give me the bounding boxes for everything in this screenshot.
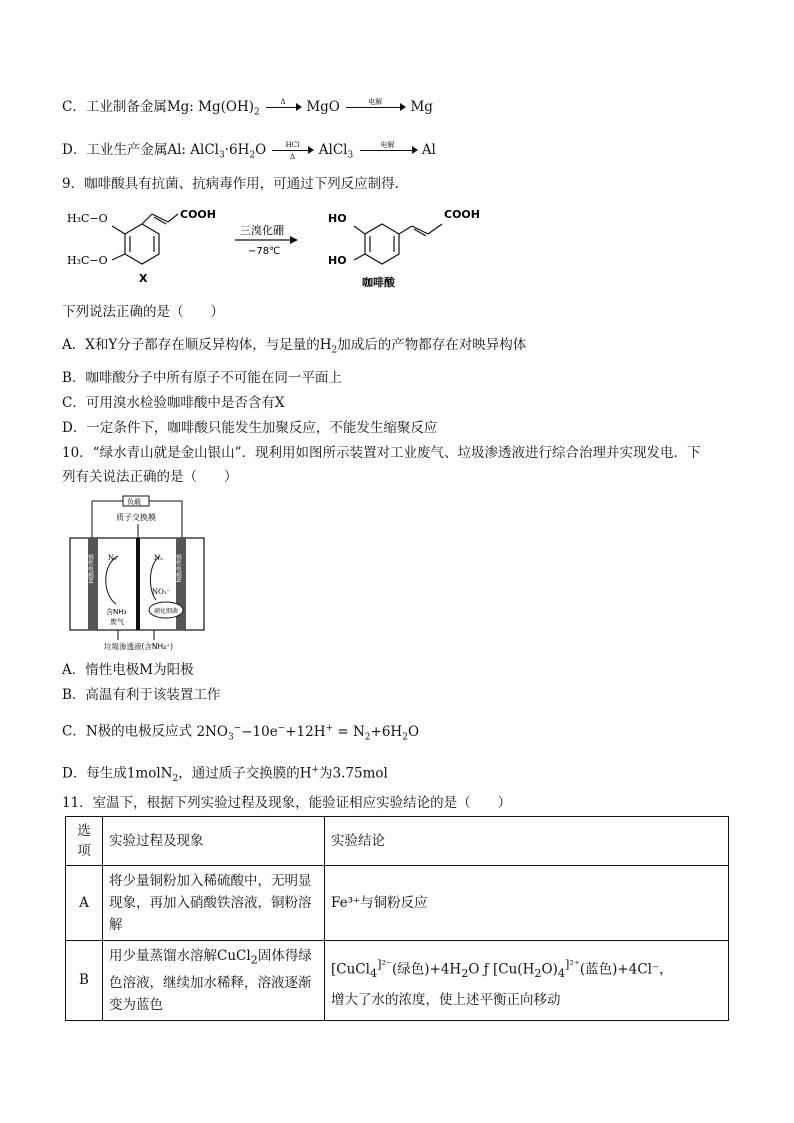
x-label: X xyxy=(139,272,148,285)
x-cooh: COOH xyxy=(180,208,216,221)
load-label: 负载 xyxy=(127,498,141,506)
row-a-option: A xyxy=(66,866,103,941)
row-b-conclusion: [CuCl$_4^{]^{2-}}$(绿色)$+4H_2O$ ƒ [$Cu(H_2O)_4^{]^{2+}}$(蓝色)+4Cl⁻， 增大了水的浓度，使上述平衡正向移动 xyxy=(325,941,729,1021)
c8-arrow-2: 电解 xyxy=(346,107,404,108)
d8-formula-2: AlCl$_3$ xyxy=(318,142,354,161)
product-hydroxyl-bottom: HO xyxy=(328,254,347,267)
membrane-label: 质子交换膜 xyxy=(116,513,156,522)
q10-option-c: C．N极的电极反应式 $2NO_3^--10e^-+12H^+ = N_2+6H_2O$ xyxy=(62,723,420,743)
c8-formula-1: $Mg(OH)_2$ xyxy=(198,99,260,118)
q10-stem-line-1: 10．“绿水青山就是金山银山”．现利用如图所示装置对工业废气、垃圾渗透液进行综合治理并实现发电．下 xyxy=(62,445,701,461)
proton-exchange-membrane xyxy=(136,538,140,630)
row-a-procedure: 将少量铜粉加入稀硫酸中，无明显现象，再加入硝酸铁溶液，铜粉溶解 xyxy=(103,866,325,941)
c8-formula-3: Mg xyxy=(410,99,433,115)
x-methoxy-bottom: H₃C−O xyxy=(67,254,108,267)
d8-formula-3: Al xyxy=(421,142,436,158)
nitrate-label: NO₃⁻ xyxy=(152,588,171,596)
c8-arrow-1: Δ xyxy=(266,107,300,108)
temperature-label: −78℃ xyxy=(248,246,281,257)
q9-option-b: B．咖啡酸分子中所有原子不可能在同一平面上 xyxy=(62,370,342,386)
table-row xyxy=(66,941,729,1021)
q8-option-d xyxy=(62,140,436,166)
c8-label: C．工业制备金属Mg: xyxy=(62,99,194,115)
c8-formula-2: MgO xyxy=(306,99,340,115)
table-header-row xyxy=(66,817,729,866)
q9-question: 下列说法正确的是（ ） xyxy=(62,304,224,320)
electrode-m xyxy=(88,538,98,630)
x-methoxy-top: H₃C−O xyxy=(67,212,108,225)
n2-left: N₂ xyxy=(108,554,117,562)
row-a-conclusion: Fe³⁺与铜粉反应 xyxy=(325,866,729,941)
d8-arrow-2: 电解 xyxy=(360,150,416,151)
q9-reaction-scheme xyxy=(62,202,522,290)
q10-option-b: B．高温有利于该装置工作 xyxy=(62,687,221,703)
header-option: 选项 xyxy=(66,817,103,866)
electrode-m-label: 惰性电极M xyxy=(86,554,94,584)
table-row xyxy=(66,866,729,941)
row-b-option: B xyxy=(66,941,103,1021)
row-b-procedure: 用少量蒸馏水溶解CuCl$_2$固体得绿色溶液，继续加水稀释，溶液逐渐变为蓝色 xyxy=(103,941,325,1021)
q11-table xyxy=(65,816,729,1021)
q9-option-d: D．一定条件下，咖啡酸只能发生加聚反应，不能发生缩聚反应 xyxy=(62,420,438,436)
waste-gas-label: 废气 xyxy=(110,618,124,626)
d8-arrow-1: HCl Δ xyxy=(272,150,312,151)
q10-option-d: D．每生成1molN$_2$，通过质子交换膜的H+为3.75mol xyxy=(62,765,388,785)
product-hydroxyl-top: HO xyxy=(328,212,347,225)
leachate-label: 垃圾渗透液(含NH₄⁺) xyxy=(104,642,174,651)
reagent-label: 三溴化硼 xyxy=(240,224,284,237)
caffeic-acid-benzene-ring xyxy=(354,224,442,264)
reaction-arrow-head xyxy=(290,236,298,244)
d8-formula-1: $AlCl_3\cdot 6H_2O$ xyxy=(190,142,267,161)
q10-option-a: A．惰性电极M为阳极 xyxy=(62,662,194,678)
n2-right: N₂ xyxy=(154,554,163,562)
header-conclusion: 实验结论 xyxy=(325,817,729,866)
q9-option-c: C．可用溴水检验咖啡酸中是否含有X xyxy=(62,395,285,411)
q10-c-equation: $2NO_3^--10e^-+12H^+ = N_2+6H_2O$ xyxy=(196,723,420,743)
q10-electrochemical-cell-figure xyxy=(68,494,208,652)
q9-stem: 9．咖啡酸具有抗菌、抗病毒作用，可通过下列反应制得． xyxy=(62,176,409,192)
q8-option-c xyxy=(62,97,433,123)
q9-option-a: A．X和Y分子都存在顺反异构体，与足量的$H_2$加成后的产物都存在对映异构体 xyxy=(62,337,527,356)
electrode-n-label: 惰性电极N xyxy=(174,554,182,583)
nh3-gas-label: 含NH₃ xyxy=(106,608,127,616)
q10-stem-line-2: 列有关说法正确的是（ ） xyxy=(62,469,238,485)
product-cooh: COOH xyxy=(444,208,480,221)
d8-label: D．工业生产金属Al: xyxy=(62,142,186,158)
header-procedure: 实验过程及现象 xyxy=(103,817,325,866)
bacteria-label: 硝化细菌 xyxy=(154,608,179,615)
q11-stem: 11．室温下，根据下列实验过程及现象，能验证相应实验结论的是（ ） xyxy=(62,795,512,811)
product-label: 咖啡酸 xyxy=(362,276,395,289)
x-benzene-ring xyxy=(112,214,178,264)
